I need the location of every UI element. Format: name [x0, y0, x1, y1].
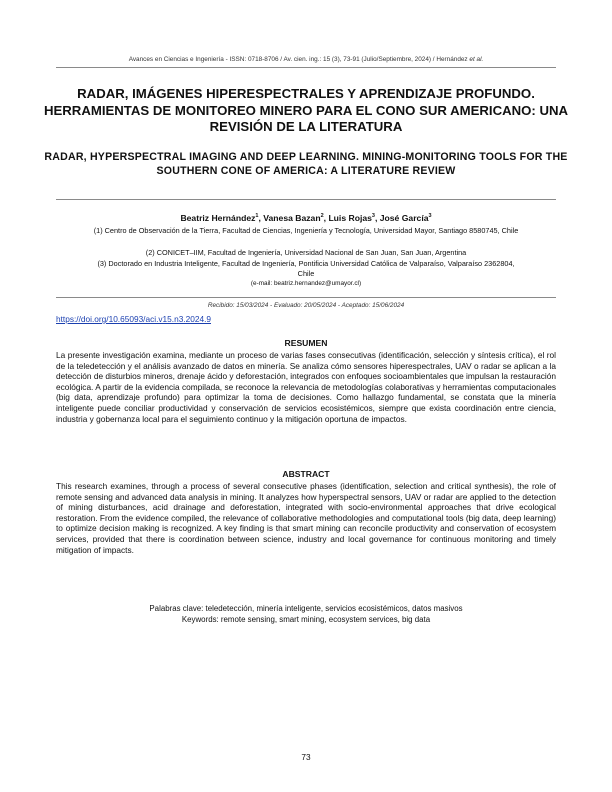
author-3: Luis Rojas$^3$	[328, 213, 375, 223]
running-header-etal: et al.	[469, 56, 484, 63]
affiliation-2: (2) CONICET–IIM, Facultad de Ingeniería, Universidad Nacional de San Juan, San Juan, Argentina	[145, 248, 467, 257]
dates-rule	[56, 297, 556, 298]
header-rule	[56, 67, 556, 68]
title-rule	[56, 199, 556, 200]
contact-email: (e-mail: beatriz.hernandez@umayor.cl)	[250, 280, 362, 287]
affiliation-1: (1) Centro de Observación de la Tierra, Facultad de Ciencias, Ingeniería y Tecnología, Universidad Mayor, Santiago 8580745, Chile	[93, 226, 519, 235]
running-header-text: Avances en Ciencias e Ingeniería - ISSN: 0718-8706 / Av. cien. ing.: 15 (3), 73-91 (Julio/Septiembre, 2024) / Hernández	[128, 56, 468, 63]
author-4: José García$^3$	[379, 213, 432, 223]
author-1: Beatriz Hernández$^1$	[180, 213, 259, 223]
keywords-english: Keywords: remote sensing, smart mining, ecosystem services, big data	[181, 615, 431, 624]
author-list: Beatriz Hernández$^1$, Vanesa Bazan$^2$, Luis Rojas$^3$, José García$^3$	[180, 213, 432, 223]
abstract-heading: ABSTRACT	[282, 469, 330, 479]
page-number: 73	[301, 752, 311, 762]
doi-link[interactable]: https://doi.org/10.65093/aci.v15.n3.2024.9	[56, 314, 211, 324]
author-2: Vanesa Bazan$^2$	[263, 213, 324, 223]
running-header	[0, 56, 612, 63]
resumen-text: La presente investigación examina, mediante un proceso de varias fases consecutivas (identificación, selección y síntesis crítica), el rol de la teledetección y el análisis avanzado de datos en minería. Se analiza cómo sensores hiperespectrales, UAV o radar se aplican a la detección de disturbios mineros, drenaje ácido y deforestación, integrados con enfoques socioambientales que impulsan la restauración ecológica. A partir de la evidencia compilada, se reconoce la relevancia de metodologías colaborativas y herramientas computacionales (big data, aprendizaje profundo) para optimizar la toma de decisiones. Como hallazgo fundamental, se constata que la minería inteligente puede conciliar productividad y conservación de servicios ecosistémicos, siempre que exista coordinación entre ciencia, industria y gobernanza local para el seguimiento continuo y la mitigación oportuna de impactos.	[56, 350, 556, 424]
abstract-text: This research examines, through a process of several consecutive phases (identification, selection and critical synthesis), the role of remote sensing and advanced data analysis in mining. It analyzes how hyperspectral sensors, UAV or radar are applied to the detection of mining disturbances, acid drainage and deforestation, integrated with socio-environmental approaches that drive ecological restoration. From the evidence compiled, the relevance of collaborative methodologies and computational tools (big data, deep learning) to optimize decision making is recognized. A key finding is that smart mining can reconcile productivity and conservation of ecosystem services, provided that there is coordination between science, industry and local governance for continuous monitoring and timely mitigation of impacts.	[56, 481, 556, 555]
review-dates: Recibido: 15/03/2024 - Evaluado: 20/05/2024 - Aceptado: 15/06/2024	[207, 302, 405, 309]
keywords-spanish: Palabras clave: teledetección, minería inteligente, servicios ecosistémicos, datos masivos	[149, 604, 463, 613]
title-english: RADAR, HYPERSPECTRAL IMAGING AND DEEP LEARNING. MINING-MONITORING TOOLS FOR THE SOUTHERN CONE OF AMERICA: A LITERATURE REVIEW	[44, 151, 568, 177]
title-spanish: RADAR, IMÁGENES HIPERESPECTRALES Y APRENDIZAJE PROFUNDO. HERRAMIENTAS DE MONITOREO MINERO PARA EL CONO SUR AMERICANO: UNA REVISIÓN DE LA LITERATURA	[43, 86, 569, 134]
resumen-heading: RESUMEN	[284, 338, 328, 348]
affiliation-3: (3) Doctorado en Industria Inteligente, Facultad de Ingeniería, Pontificia Universidad Católica de Valparaíso, Valparaíso 2362804, Chile	[97, 259, 515, 279]
